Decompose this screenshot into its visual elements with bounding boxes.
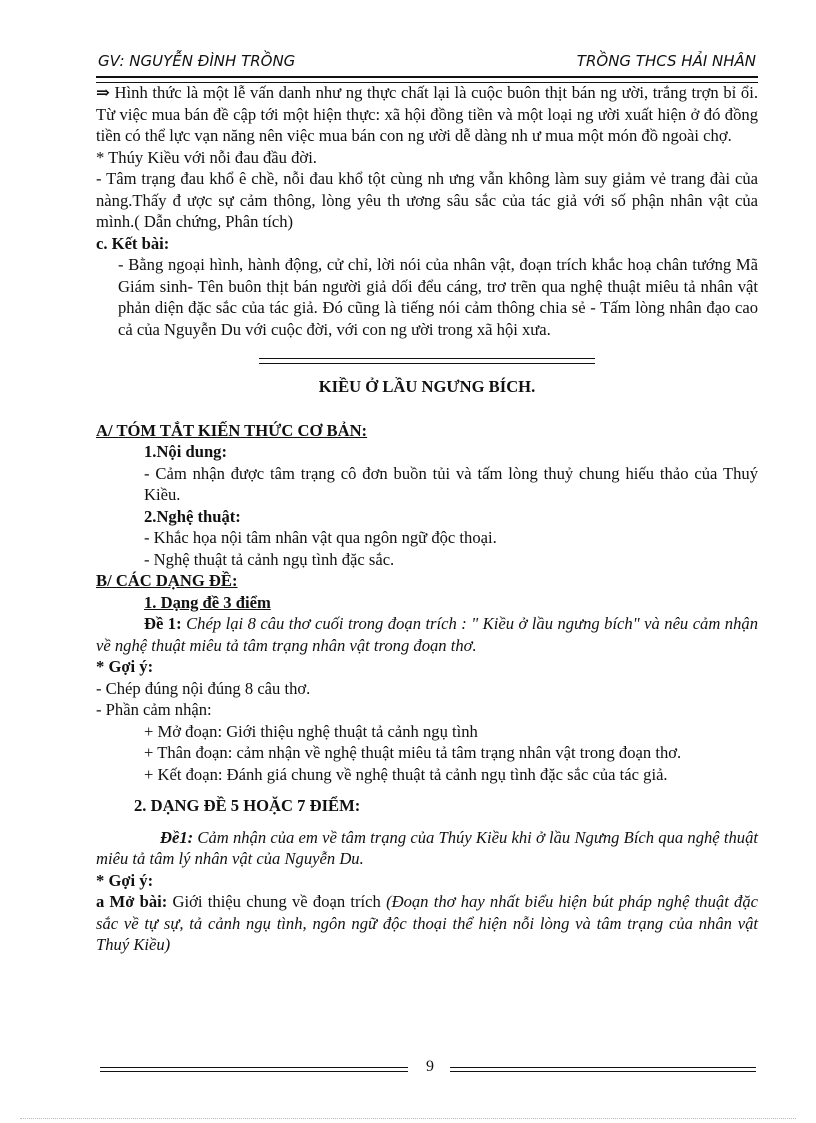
document-body — [96, 82, 758, 956]
art-item-1: - Khắc họa nội tâm nhân vật qua ngôn ngữ độc thoại. — [144, 528, 497, 547]
de1-paragraph — [96, 613, 758, 656]
goiy2-heading: * Gợi ý: — [96, 870, 154, 890]
mo-bai-italic: (Đoạn thơ hay nhất biểu hiện bút pháp nghệ thuật đặc sắc về tự sự, tả cảnh ngụ tình, ngôn ngữ độc thoại thể hiện nỗi lòng và tâm trạng của nhân vật Thuý Kiều) — [96, 892, 759, 954]
pain-description: - Tâm trạng đau khổ ê chề, nỗi đau khổ tột cùng nh ưng vẫn không làm suy giảm vẻ trang đài của nàng.Thấy đ ược sự cảm thông, lòng yêu th ương sâu sắc của tác giả với số phận nhân vật của mình.( Dẫn chứng, Phân tích) — [96, 169, 758, 231]
section-b-heading: B/ CÁC DẠNG ĐỀ: — [96, 571, 238, 590]
type2-heading: 2. DẠNG ĐỀ 5 HOẶC 7 ĐIỂM: — [134, 796, 361, 815]
page-footer — [100, 1058, 756, 1078]
section-a-heading: A/ TÓM TẮT KIẾN THỨC CƠ BẢN: — [96, 420, 368, 440]
de2-text: Cảm nhận của em về tâm trạng của Thúy Kiều khi ở lầu Ngưng Bích qua nghệ thuật miêu tả tâm lý nhân vật của Nguyễn Du. — [96, 827, 758, 868]
footer-rule-right — [450, 1067, 756, 1072]
content-text: - Cảm nhận được tâm trạng cô đơn buồn tủi và tấm lòng thuỷ chung hiếu thảo của Thuý Kiều. — [144, 463, 758, 504]
de2-paragraph — [96, 827, 758, 870]
header-teacher: GV: NGUYỄN ĐÌNH TRỒNG — [98, 52, 296, 70]
g1-item-d: + Thân đoạn: cảm nhận về nghệ thuật miêu tả tâm trạng nhân vật trong đoạn thơ. — [144, 743, 682, 762]
de2-label: Đề1: — [160, 827, 194, 847]
mo-bai-label: a Mở bài: — [96, 892, 168, 911]
intro-text: Hình thức là một lễ vấn danh như ng thực chất lại là cuộc buôn thịt bán ng ười, trắng trợn bỉ ổi. Từ việc mua bán đề cập tới một hiện thực: xã hội đồng tiền và một loại ng ười xuất hiện ở đó đồng tiền có thể lực vạn năng nên việc mua bán con ng ười dễ dàng nh ư mua một món đồ ngoài chợ. — [96, 83, 758, 145]
page-number: 9 — [426, 1058, 434, 1075]
de1-label: Đề 1: — [144, 614, 182, 633]
mo-bai-text: Giới thiệu chung về đoạn trích — [167, 892, 387, 911]
g1-item-e: + Kết đoạn: Đánh giá chung về nghệ thuật tả cảnh ngụ tình đặc sắc của tác giả. — [144, 764, 668, 784]
section-divider — [259, 358, 595, 364]
content-label: 1.Nội dung: — [144, 442, 227, 461]
ket-bai-text: - Bằng ngoại hình, hành động, cử chỉ, lời nói của nhân vật, đoạn trích khắc hoạ chân tướng Mã Giám sinh- Tên buôn thịt bán người giả dối đểu cáng, trơ trẽn qua nghệ thuật miêu tả nhân vật phản diện đặc sắc của tác giả. Đó cũng là tiếng nói cảm thông chia sẻ - Tấm lòng nhân đạo cao cả của Nguyễn Du với cuộc đời, với con ng ười trong xã hội xưa. — [118, 255, 758, 339]
lesson-title: KIỀU Ở LẦU NGƯNG BÍCH. — [318, 377, 536, 396]
art-item-2: - Nghệ thuật tả cảnh ngụ tình đặc sắc. — [144, 549, 395, 569]
kieu-pain-heading: * Thúy Kiều với nỗi đau đầu đời. — [96, 147, 317, 167]
g1-item-c: + Mở đoạn: Giới thiệu nghệ thuật tả cảnh ngụ tình — [144, 721, 478, 741]
mo-bai-paragraph — [96, 891, 758, 956]
footer-rule-left — [100, 1067, 408, 1072]
g1-item-b: - Phần cảm nhận: — [96, 700, 212, 719]
page-header — [96, 50, 758, 76]
ket-bai-heading: c. Kết bài: — [96, 233, 170, 253]
type1-heading: 1. Dạng đề 3 điểm — [144, 592, 271, 612]
de1-text: Chép lại 8 câu thơ cuối trong đoạn trích : " Kiều ở lầu ngưng bích" và nêu cảm nhận về nghệ thuật miêu tả tâm trạng nhân vật trong đoạn thơ. — [96, 614, 758, 655]
g1-item-a: - Chép đúng nội đúng 8 câu thơ. — [96, 678, 311, 698]
page-bottom-border — [20, 1118, 796, 1119]
arrow-icon: ⇒ — [96, 83, 110, 102]
header-school: TRỒNG THCS HẢI NHÂN — [576, 52, 756, 70]
goiy1-heading: * Gợi ý: — [96, 657, 154, 676]
intro-paragraph — [96, 82, 758, 147]
art-label: 2.Nghệ thuật: — [144, 506, 241, 526]
